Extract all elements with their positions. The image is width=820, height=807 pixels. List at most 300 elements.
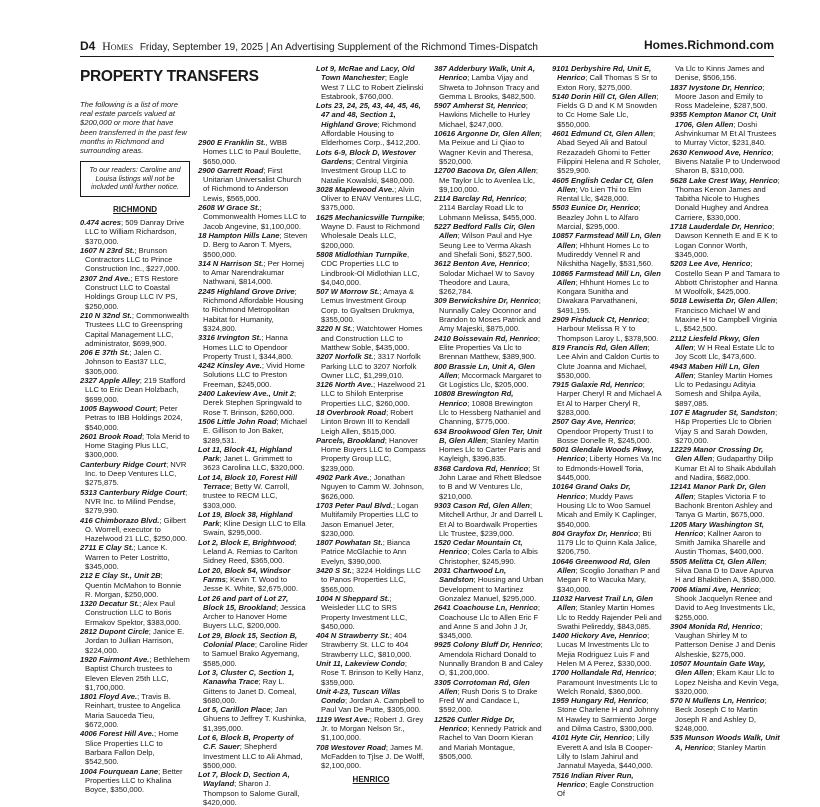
section-brand: Homes [102,39,134,53]
listing-address: 309 Berwickshire Dr, Henrico [434,296,539,306]
listing-address: 5001 Glendale Woods Pkwy, Henrico [552,445,654,464]
listing-address: 1718 Lauderdale Dr, Henrico [670,222,773,232]
listing-details: ; Stone Charlene H and Johnny M Hawley to Sarmiento Jorge and Dilma Castro, $300,000. [557,696,659,734]
listing-address: 2507 Gay Ave, Henrico [552,417,634,427]
listing-details: ; Dawson Kenneth E and E K to Logan Connor Worth, $345,000. [675,222,778,259]
listing-entry [434,501,544,538]
listing-entry [198,445,308,473]
listing-address: Lot 2, Block E, Brightwood [198,537,295,547]
listing-entry [670,176,780,222]
listing-address: 1703 Peter Paul Blvd. [316,500,393,510]
listing-details: ; Janice E. Jordan to Jullian Harrison, $224,000. [85,627,185,655]
listing-entry [552,176,662,204]
listing-entry [80,627,190,655]
listing-entry [434,194,544,222]
listing-address: 416 Chimborazo Blvd. [80,515,160,525]
listing-details: ; Amaya & Lemus Investment Group Corp. to Gyaltsen Drukmya, $355,000. [321,287,415,325]
listing-entry [434,603,544,640]
listing-address: 4601 Edmund Ct, Glen Allen [552,129,653,139]
listing-entry [670,362,780,408]
listing-entry [670,622,780,659]
listing-entry [316,185,426,213]
listing-details: ; Robert J. Grey Jr. to Morgan Nelson Sr., $1,100,000. [321,714,424,743]
listing-details: ; Commonwealth Trustees LLC to Greenspring Capital Management LLC, administrator, $699,900. [85,310,189,348]
listing-address: Unit 4-23, Tuscan Villas Condo [316,686,401,706]
listing-group [552,64,662,798]
listing-details: ; Travis B. Reinhart, trustee to Angelica Maria Sauceda Tieu, $672,000. [85,692,181,730]
listing-details: ; Coachouse Llc to Allen Eric F and Anne S and John J Jr, $345,000. [439,603,540,641]
listing-entry [552,594,662,631]
listing-entry [552,696,662,733]
listing-entry [434,296,544,333]
listing-details: ; Watchtower Homes and Construction LLC to Matthew Soble, $435,000. [321,324,423,352]
listing-address: 0.474 acres [80,218,121,227]
listing-entry [80,432,190,460]
listing-entry [670,259,780,296]
listing-entry [670,585,780,622]
listing-details: ; Stanley Martin Homes Llc to Pedasingu Adityia Somesh and Shilpa Ayila, $897,085. [675,370,773,408]
listing-address: 1005 Baywood Court [80,403,156,413]
listing-details: ; Michael E. Gillison to Jon Baker, $289,531. [203,416,307,445]
listing-details: ; Kline Design LLC to Ella Swain, $295,000. [203,519,306,538]
listing-address: 5227 Bedford Falls Cir, Glen Allen [434,222,535,241]
listing-address: 5313 Canterbury Ridge Court [80,487,186,497]
listing-entry [198,566,308,594]
listing-entry [316,250,426,287]
listing-address: 4943 Maben Hill Ln, Glen Allen [670,361,760,380]
listing-details: ; Sharon J. Thompson to Salome Gurall, $420,000. [203,779,300,807]
listing-details: ; Silva Dana D to Dave Apurva H and Bhaktiben A, $580,000. [675,556,776,585]
listing-details: ; Ma Peixue and Li Qiao to Wagner Kevin and Theresa, $520,000. [439,129,542,166]
listing-address: 4902 Park Ave. [316,473,370,483]
listing-address: 708 Westover Road [316,742,386,752]
listing-details: ; Hawkins Michelle to Hurley Michael, $247,000. [439,101,531,129]
listing-details: ; Abad Seyed Ali and Batoul Rezazadeh Ghomi to Fetter Filippini Helena and R Scholer, $529,900. [557,129,661,176]
listing-details: ; Opendoor Property Trust I to Bosse Donelle R, $245,000. [557,417,654,445]
listing-details: ; Lee Alvin and Caldon Curtis to Clute Joanna and Michael, $530,000. [557,342,660,380]
listing-entry [316,101,426,147]
listing-details: ; Bivens Natalie P to Underwood Sharon B, $310,000. [675,147,780,176]
header-separator: | [265,42,271,53]
listing-details: ; Hanover Home Buyers LLC to Compass Property Group LLC, $239,000. [321,435,426,473]
listing-details: ; Gudaparthy Dilip Kumar Et Al to Shaik Abdullah and Nadira, $682,000. [675,454,776,483]
listing-address: 1700 Hollandale Rd, Henrico [552,668,655,678]
listing-details: ; Staples Victoria F to Bachonk Brenton Ashley and Tanya G Martin, $675,000. [675,491,773,520]
listing-entry [198,333,308,361]
listing-address: 1959 Hungary Rd, Henrico [552,696,647,706]
listing-entry [670,296,780,333]
listing-details: ; 509 Danray Drive LLC to William Richardson, $370,000. [85,218,185,246]
listing-details: ; Leland A. Remias to Carlton Sidney Reed, $365,000. [203,537,298,566]
listing-entry [316,473,426,501]
listing-address: 2245 Highland Grove Drive [198,286,295,296]
listing-entry [198,770,308,807]
listing-entry [434,678,544,715]
listing-details: ; Shook Jacquelyn Renee and David to Aeg Investments Llc, $255,000. [675,584,776,622]
listing-entry [316,566,426,594]
listing-details: ; Harbour Melissa R Y to Thompson Laroy L, $378,500. [557,315,659,343]
listing-entry [80,460,190,488]
listing-address: 12141 Manor Park Dr, Glen Allen [670,482,766,501]
listing-entry [316,594,426,631]
reader-notice: To our readers: Caroline and Louisa listings will not be included until further notice. [80,161,190,197]
listing-address: 212 E Clay St., Unit 2B [80,571,161,581]
listing-details: ; James M. McFadden to Tjlse J. De Wolff, $2,100,000. [321,742,425,771]
listing-address: 1801 Floyd Ave. [80,692,138,702]
listing-entry [670,659,780,696]
listing-details: ; Housing and Urban Development to Martinez Gonzalez Manuel, $295,000. [439,575,544,603]
section-heading-richmond: RICHMOND [113,205,157,214]
listing-entry [198,733,308,770]
listing-entry [434,166,544,194]
listing-address: Lots 6-9, Block D, Westover Gardens [316,147,416,166]
listing-entry [316,715,426,743]
listing-address: Lot 3, Cluster C, Section 1, Kanawha Trace [198,667,295,687]
listing-address: 2601 Brook Road [80,431,143,441]
listing-address: 5907 Amherst St, Henrico [434,101,526,111]
listing-entry [552,64,662,92]
listing-details: ; Vaughan Shirley M to Patterson Denise J and Denis Alsheskie, $275,000. [675,621,776,659]
listing-details: ; Hhhunt Homes Lc to Mudireddy Vennel R and Nikshitha Nagelly, $531,560. [557,240,654,269]
listing-entry [552,315,662,343]
listing-entry [552,631,662,668]
listing-address: 2400 Lakeview Ave., Unit 2 [198,389,294,399]
listing-details: ; Home Slice Properties LLC to Barbara Fallon Delp, $542,500. [85,729,179,767]
listing-details: ; Amendola Richard Donald to Nunnally Brandon B and Caley O, $1,200,000. [439,640,543,678]
listing-entry [80,311,190,348]
listing-entry [198,417,308,445]
listing-address: 10857 Farmstead Mill Ln, Glen Allen [552,231,661,250]
listing-address: 3316 Irvington St. [198,333,262,343]
listing-address: 804 Grayfox Dr, Henrico [552,528,639,538]
listing-details: ; Rush Doris S to Drake Fred W and Candace L, $592,000. [439,686,538,715]
listing-address: 3612 Benton Ave, Henrico [434,259,528,269]
header-supplement: An Advertising Supplement of the Richmond Times-Dispatch [270,42,538,53]
listing-address: Lot 7, Block D, Section A, Wayland [198,770,290,789]
listing-details: ; Liberty Homes Va Inc to Edmonds-Howell Toria, $445,000. [557,454,662,483]
listing-entry [316,408,426,436]
listing-entry [198,538,308,566]
listing-entry [670,696,780,733]
listing-details: ; Richmond Affordable Housing to Elderhomes Corp., $412,200. [321,119,421,148]
listing-details: ; Elite Properties Va Llc to Brennan Matthew, $389,900. [439,333,540,362]
listing-address: 10616 Argonne Dr, Glen Allen [434,129,540,139]
listing-entry [434,362,544,390]
listing-details: ; Kevin T. Wood to Jesse K. White, $2,675,000. [203,574,298,594]
listing-details: ; Muddy Paws Housing Llc to Woo Samuel Micah and Emily K Caplinger, $540,000. [557,491,657,529]
listing-entry [316,64,426,101]
listing-entry [670,83,780,111]
listing-entry [198,668,308,705]
listing-details: ; Hanna Homes LLC to Opendoor Property Trust I, $344,800. [203,333,293,361]
listing-details: ; Peter Petras to IBB Holdings 2024, $540,000. [85,403,183,432]
listing-address: 1004 N Sheppard St. [316,593,390,603]
listing-entry [80,543,190,571]
listing-entry [316,436,426,473]
listing-address: 2900 E Franklin St. [198,138,266,147]
listing-address: Lot 6, Block B, Property of C.F. Sauer [198,733,294,752]
listing-address: 3126 North Ave. [316,380,374,390]
listing-details: ; Call Thomas S Sr to Exton Rory, $275,000. [557,73,658,92]
listing-entry [670,148,780,176]
listing-entry [80,488,190,516]
listing-details: ; Weisleder LLC to SRS Property Investment LLC, $450,000. [321,593,408,631]
listing-entry [80,348,190,376]
listing-address: Lots 23, 24, 25, 43, 44, 45, 46, 47 and 48, Section 1, Highland Grove [316,101,421,129]
header-date: Friday, September 19, 2025 [139,42,264,53]
listing-details: ; Alvin Oliver to ENAV Ventures LLC, $375,000. [321,184,422,213]
listing-details: ; Ekam Kaur Llc to Lopez Neisha and Kevin Vega, $320,000. [675,668,779,696]
listing-address: 535 Munson Woods Walk, Unit A, Henrico [670,733,780,752]
listing-address: 18 Hampton Hills Lane [198,230,280,240]
listing-address: Lot 11, Block 41, Highland Park [198,444,292,464]
listing-details: ; 2114 Barclay Road Llc to Lohmann Melissa, $455,000. [439,194,537,222]
listing-details: ; Lance K. Warren to Peter Lostritto, $345,000. [85,543,170,571]
listing-entry [80,729,190,766]
listing-details: ; Fields G D and K M Snowden to Cc Home Sale Llc, $550,000. [557,91,659,129]
listing-entry [80,571,190,599]
listing-entry [80,274,190,311]
listing-details: ; Thomas Kenon James and Tabitha Nicole to Hughes Donald Hughey and Andrea Carriere, $330,000. [675,175,780,222]
listing-entry [552,129,662,175]
listing-entry [670,64,780,83]
listing-address: 2112 Liesfeld Pkwy, Glen Allen [670,333,760,352]
listing-entry [552,668,662,696]
listing-address: 5018 Lewisetta Dr, Glen Allen [670,296,776,306]
listing-address: 9925 Colony Bluff Dr, Henrico [434,640,541,650]
listing-address: Lot 29, Block 15, Section B, Colonial Place [198,630,298,650]
listing-address: 10865 Farmstead Mill Ln, Glen Allen [552,268,661,287]
listing-address: Lot 26 and part of Lot 27, Block 15, Brookland [198,593,289,612]
listing-details: ; Per Hornej to Amar Narendrakumar Nathwani, $814,000. [203,258,304,287]
listing-entry [670,408,780,445]
listing-details: ; 3224 Holdings LLC to Panos Properties LLC, $565,000. [321,566,421,594]
listing-address: 10646 Greenwood Rd, Glen Allen [552,556,651,576]
listing-address: 2031 Chartwood Ln, Sandston [434,566,507,585]
listing-address: 12229 Manor Crossing Dr, Glen Allen [670,445,764,464]
listing-details: ; Bethlehem Baptist Church trustees to Eleven Eleven 25th LLC, $1,700,000. [85,654,190,692]
column-2 [198,138,308,807]
listing-entry [80,246,190,274]
listing-entry [552,380,662,417]
listing-address: 5203 Lee Ave, Henrico [670,259,751,269]
listing-details: ; Vivid Home Solutions LLC to Preston Freeman, $245,000. [203,361,305,389]
listing-address: 1807 Powhatan St. [316,538,383,548]
page-title: PROPERTY TRANSFERS [80,68,259,85]
listing-address: Lot 9, McRae and Lacy, Old Town Manchester [316,64,415,83]
listing-entry [552,482,662,528]
listing-entry [552,445,662,482]
listing-address: 2711 E Clay St. [80,543,134,553]
listing-address: 404 N Strawberry St. [316,631,390,641]
listing-details: ; Scoglio Jonathan P and Megan R to Wacuka Mary, $340,000. [557,566,660,594]
listing-entry [316,380,426,408]
listing-details: ; Wilson Paul and Hye Seung Lee to Verma Akash and Shefali Soni, $527,500. [439,231,533,259]
listing-entry [316,538,426,566]
listing-address: 570 N Mullens Ln, Henrico [670,696,765,706]
listing-address: 7006 Miami Ave, Henrico [670,584,759,594]
listing-entry [552,529,662,557]
listing-details: ; Eagle Construction Of [557,779,654,799]
listing-address: 2608 W Grace St. [198,203,260,213]
listing-details: ; Paramount Investments Llc to Welch Ronald, $360,000. [557,668,658,696]
listing-address: Parcels, Brookland [316,435,385,445]
listing-details: ; Rose T. Brinson to Kelly Hanz, $359,000. [321,659,424,687]
listing-details: ; 10808 Brewington Llc to Hessberg Nathaniel and Channing, $775,000. [439,398,541,427]
listing-address: 1119 West Ave. [316,714,370,724]
listing-details: ; 404 Strawberry St. LLC to 404 Strawberry LLC, $810,000. [321,631,412,659]
listing-details: ; Kennedy Patrick and Rachel to Van Doorn Kieran and Mariah Montague, $505,000. [439,724,542,761]
listing-details: ; Harper Cheryl R and Michael A Et Al to Harper Cheryl R, $283,000. [557,380,662,417]
listing-entry [434,464,544,501]
listing-details: ; Commonwealth Homes LLC to Jacob Angevine, $1,100,000. [203,203,307,231]
listing-details: ; Gilbert O. Worrell, executor to Hazelwood 21 LLC, $250,000. [85,515,188,544]
listing-address: 12700 Bacova Dr, Glen Allen [434,166,536,176]
listing-details: ; Me Taylor Llc to Avenlea Llc, $9,100,000. [439,166,538,194]
listing-details: ; W H Real Estate Llc to Joy Scott Llc, $473,600. [675,342,775,362]
listing-details: ; Moore Jason and Emily to Ross Madeleine, $287,500. [675,82,768,111]
listing-entry [80,692,190,729]
listing-entry [316,659,426,687]
listing-address: 634 Brookwood Glen Ter, Unit B, Glen Allen [434,426,542,445]
listing-address: 5628 Lake Crest Way, Henrico [670,175,778,185]
listing-entry [434,64,544,101]
listing-entry [552,343,662,380]
listing-address: 9303 Cason Rd, Glen Allen [434,500,530,510]
listing-address: 18 Overbrook Road [316,407,387,417]
listing-details: ; Lilly Everett A and Isla B Cooper-Lilly to Islam Jahirul and Jannatul Mayeda, $440,000. [557,733,653,771]
listing-details: ; Caroline Rider to Samuel Brako Agyemang, $585,000. [203,640,308,668]
listing-address: 3904 Monida Rd, Henrico [670,621,761,631]
listing-address: 2410 Boissevain Rd, Henrico [434,333,538,343]
listing-details: ; Ray L. Gittens to Janet D. Comeal, $680,000. [203,677,297,705]
listing-entry [552,203,662,231]
listing-entry [434,715,544,761]
listing-details: ; Coles Carla to Albis Christopher, $245,990. [439,547,538,566]
listing-entry [80,376,190,404]
listing-details: ; H&p Properties Llc to Obrien Vijay S and Sarah Dowden, $270,000. [675,407,778,445]
listing-entry [434,538,544,566]
listing-entry [670,557,780,585]
listing-address: 1506 Little John Road [198,416,277,426]
listing-group [316,64,426,771]
listing-entry [316,287,426,324]
listing-details: ; Logan Multifamily Properties LLC to Jason Emanuel Jeter, $230,000. [321,500,419,538]
listing-entry [552,231,662,268]
listing-details: ; Mccormack Margaret to Gt Logistics Llc, $205,000. [439,370,542,390]
listing-details: ; Stanley Martin [712,742,766,752]
listing-address: 1920 Fairmont Ave. [80,654,150,664]
listing-details: ; Beck Joseph C to Martin Joseph R and Ashley D, $248,000. [675,696,767,734]
listing-address: 1607 N 23rd St. [80,245,135,255]
listing-address: Lot 14, Block 10, Forest Hill Terrace [198,472,298,491]
column-5 [552,64,662,799]
listing-group [670,64,780,752]
listing-details: ; Vo Lien Thi to Elm Rental Llc, $428,000. [557,184,642,204]
listing-details: ; Steven D. Berg to Aaron T. Myers, $500,000. [203,230,308,259]
listing-entry [552,557,662,594]
listing-address: 1837 Ivystone Dr, Henrico [670,82,763,92]
listing-details: ; Doshi Ashvinkumar M Et Al Trustees to Murray Victor, $231,840. [675,119,777,148]
listing-details: ; Brunson Contractors LLC to Prince Construction Inc., $227,000. [85,245,180,274]
listing-entry [80,599,190,627]
listing-entry [80,767,190,795]
listing-details: ; Beazley John L to Alfaro Marcial, $295,000. [557,203,641,232]
listing-address: 5808 Midlothian Turnpike [316,249,408,259]
listing-entry [80,404,190,432]
section-heading-henrico: HENRICO [352,774,390,784]
listing-entry [316,743,426,771]
listing-entry [316,501,426,538]
listing-entry [198,631,308,668]
listing-entry [80,218,190,246]
listing-details: ; Jordan A. Campbell to Paul Van De Putte, $305,000. [321,696,424,715]
listing-address: 3420 S St. [316,566,352,576]
listing-group [80,218,190,794]
listing-entry [670,110,780,147]
listing-address: 314 N Harrison St. [198,258,264,268]
listing-details: ; Derek Stephen Springwald to Rose T. Brinson, $260,000. [203,389,302,417]
listing-address: 2327 Apple Alley [80,376,140,386]
listing-address: 10507 Mountain Gate Way, Glen Allen [670,659,766,678]
listing-entry [670,222,780,259]
listing-address: 8368 Cardova Rd, Henrico [434,463,529,473]
listing-entry [198,231,308,259]
listing-entry [316,687,426,715]
listing-address: 210 N 32nd St. [80,310,132,320]
listing-entry [316,352,426,380]
listing-address: 4006 Forest Hill Ave. [80,729,155,739]
listing-entry [198,203,308,231]
listing-details: ; Stanley Martin Homes Llc to Reddy Rajender Peli and Swathi Pelireddy, $843,085. [557,603,662,631]
listing-details: ; Bianca Patrice McGlachie to Ann Evelyn, $390,000. [321,538,411,566]
listing-entry [316,631,426,659]
listing-entry [670,482,780,519]
listing-entry [552,733,662,770]
site-url[interactable]: Homes.Richmond.com [643,38,774,52]
listing-address: Canterbury Ridge Court [80,459,167,469]
listing-details: Va Llc to Kinns James and Denise, $506,156. [675,64,765,83]
listing-address: 4242 Kinsley Ave. [198,361,262,371]
listing-entry [552,269,662,315]
listing-address: 3220 N St. [316,324,353,334]
listing-address: 387 Adderbury Walk, Unit A, Henrico [434,64,535,83]
listing-address: 2909 Fishduck Ct, Henrico [552,315,647,325]
listing-entry [434,566,544,603]
listing-details: ; Quentin McMahon to Bonnie R. Morgan, $250,000. [85,571,182,599]
listing-details: ; Jalen C. Johnson to East37 LLC, $305,000. [85,348,167,376]
listing-entry [198,166,308,203]
intro-text: The following is a list of more real estate parcels valued at $200,000 or more that have been transferred in the past few months in Richmond and surrounding areas. [80,100,187,156]
listing-address: Lot 20, Block 54, Windsor Farms [198,565,291,584]
listing-entry [434,640,544,677]
listing-address: 10164 Grand Oaks Dr, Henrico [552,482,631,501]
listing-entry [434,101,544,129]
listing-entry [80,655,190,692]
listing-address: 3305 Corrotoman Rd, Glen Allen [434,677,530,696]
listing-address: 819 Francis Rd, Glen Allen [552,342,648,352]
listing-entry [198,389,308,417]
listing-details: ; Better Properties LLC to Khalina Boyce, $350,000. [85,766,183,795]
listing-entry [670,733,780,752]
listing-entry [670,334,780,362]
listing-details: ; St John Larae and Rhett Bledsoe to B and W Ventures Llc, $210,000. [439,463,542,501]
header-rule [80,56,774,57]
listing-address: 11032 Harvest Trail Ln, Glen Allen [552,593,654,613]
listing-address: 2641 Coachouse Ln, Henrico [434,603,538,613]
listing-details: ; Eagle West 7 LLC to Robert Zielinski Estabrook, $760,000. [321,73,424,101]
listing-details: ; Shepherd Investment LLC to Ali Ahmad, $500,000. [203,742,303,770]
